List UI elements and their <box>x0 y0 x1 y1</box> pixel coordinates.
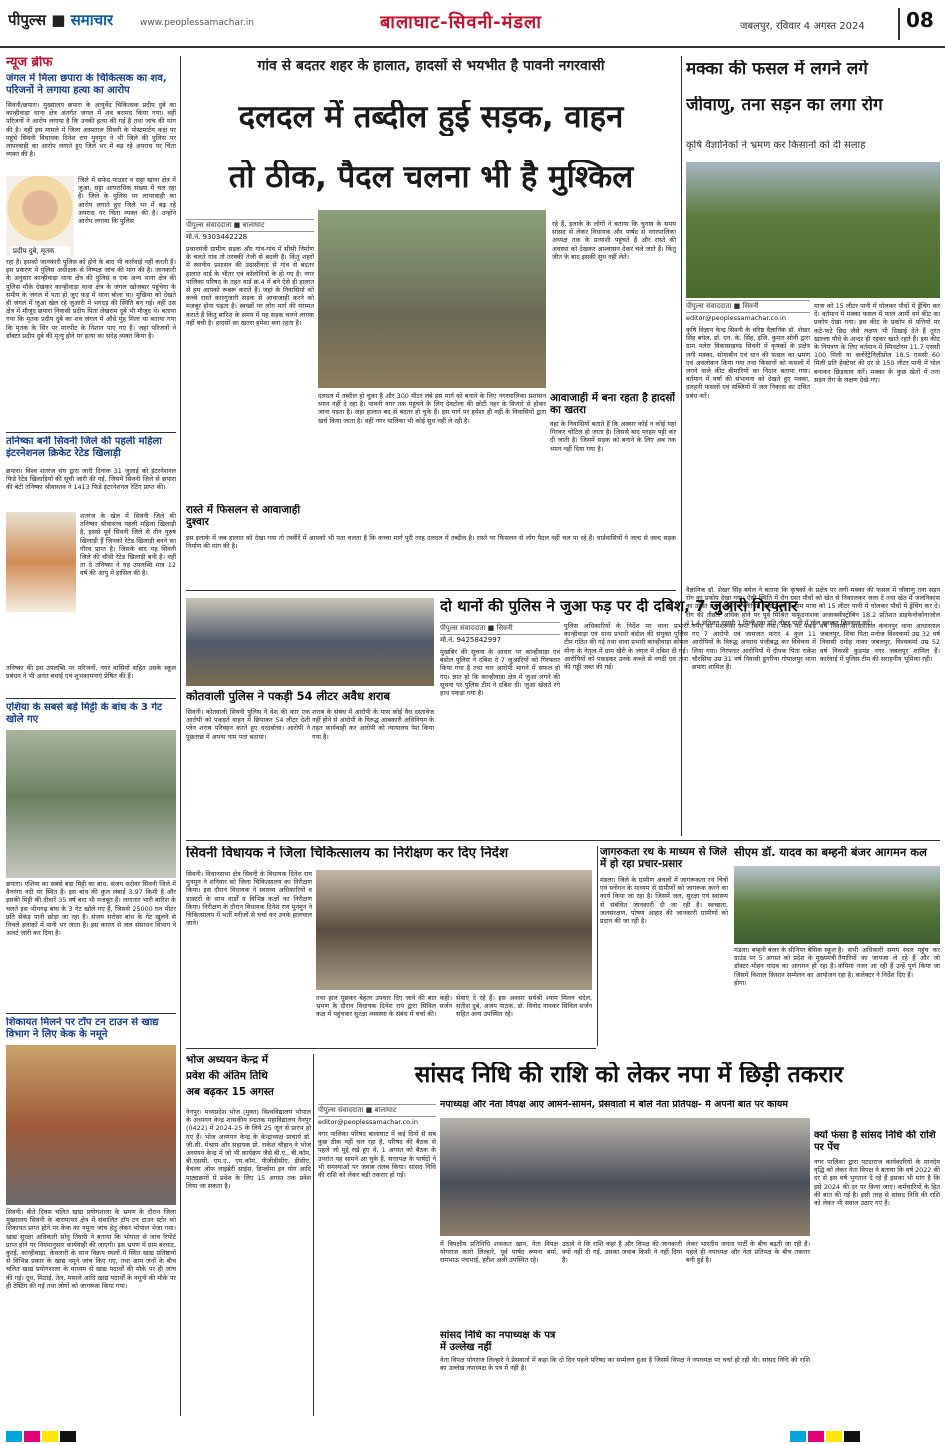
bhoj-headline-line3: अब बढ़कर 15 अगस्त <box>186 1086 274 1098</box>
maize-headline-line1: मक्का की फसल में लगने लगे <box>686 60 868 79</box>
print-color-bar <box>790 1428 940 1442</box>
maize-body-col2 <box>814 302 940 581</box>
mp-fund-side-headline: क्यों फंसा है सांसद निधि की राशि पर पेंच <box>814 1130 936 1153</box>
page-number: 08 <box>898 8 938 40</box>
main-phone: मो.नं. 9303442228 <box>186 233 248 241</box>
column-rule <box>313 1054 314 1416</box>
brief-headline-4: शिकायत मिलने पर टॉप टन टाउन से खाद्य विभाग ने लिए केक के नमूने <box>6 1017 159 1040</box>
maize-headline-line2: जीवाणु, तना सड़न का लगा रोग <box>686 96 883 115</box>
gambling-body-col1 <box>440 648 560 840</box>
victim-photo-caption: प्रदीप दुबे, मृतक <box>10 246 70 257</box>
mla-body-col1 <box>186 870 312 1045</box>
muddy-road-photo <box>318 210 546 388</box>
awareness-body <box>600 876 728 1046</box>
maize-email: editor@peoplessamachar.co.in <box>686 314 786 322</box>
main-subhead-2: रास्ते में फिसलन से आवाजाही दुश्वार <box>186 504 301 529</box>
mp-fund-side-body <box>814 1158 940 1415</box>
gambling-body-col3 <box>692 622 816 840</box>
liquor-body-col1 <box>186 708 310 838</box>
brief-headline-2: तनिष्का बनीं सिवनी जिले की पहली महिला इंटरनेशनल क्रिकेट रेटेड खिलाड़ी <box>6 436 162 459</box>
cm-body-col2 <box>838 946 940 1046</box>
cm-body-col1 <box>734 946 836 1046</box>
gambling-body-col2 <box>564 622 688 840</box>
brief-body-2b <box>80 512 176 662</box>
maize-subhead: कृषि वैज्ञानिकों ने भ्रमण कर किसानों को दी सलाह <box>686 140 866 151</box>
brief-label: न्यूज ब्रीफ <box>6 56 53 70</box>
mp-fund-body-bottom <box>440 1356 810 1416</box>
dateline: जबलपुर, रविवार 4 अगस्त 2024 <box>740 21 865 32</box>
mp-fund-body-col1 <box>318 1130 436 1415</box>
gambling-body-col4 <box>820 622 940 840</box>
mp-fund-email: editor@peoplessamachar.co.in <box>318 1118 418 1126</box>
masthead: पीपुल्स ■ समाचार <box>8 11 114 29</box>
dam-photo <box>6 730 176 878</box>
maize-field-photo <box>686 162 940 298</box>
divider <box>6 1013 176 1014</box>
hospital-inspection-photo <box>316 870 592 990</box>
brief-body-2 <box>6 467 176 507</box>
awareness-headline: जागरुकता रथ के माध्यम से जिले में हो रहा प्रचार-प्रसार <box>600 846 727 871</box>
main-byline: पीपुल्स संवाददाता ■ बालाघाट <box>186 219 314 232</box>
website: www.peoplessamachar.in <box>140 18 254 28</box>
divider <box>186 590 676 591</box>
divider <box>6 698 176 699</box>
divider <box>6 432 176 433</box>
mp-fund-byline: पीपुल्स संवाददाता ■ बालाघाट <box>318 1104 436 1117</box>
column-rule <box>597 846 598 1046</box>
mp-fund-headline: सांसद निधि की राशि को लेकर नपा में छिड़ी तकरार <box>414 1062 844 1088</box>
press-conference-photo <box>440 1118 810 1236</box>
main-body-col3 <box>550 420 676 500</box>
liquor-body-col2 <box>312 708 434 838</box>
liquor-headline: कोतवाली पुलिस ने पकड़ी 54 लीटर अवैध शराब <box>186 690 391 703</box>
mp-fund-body-col2 <box>440 1240 558 1326</box>
bhoj-headline-line1: भोज अध्ययन केन्द्र में <box>186 1054 268 1066</box>
brief-body-1b <box>78 176 176 256</box>
gambling-headline: दो थानों की पुलिस ने जुआ फड़ पर दी दबिश, 7 जुआरी गिरफ्तार <box>440 598 798 615</box>
mla-body-col2 <box>316 994 452 1046</box>
gambling-phone: मो.नं. 9425842997 <box>440 636 502 644</box>
mla-body-col3 <box>456 994 592 1046</box>
brief-body-3 <box>6 880 176 1010</box>
brief-headline-1: जंगल में मिला छपारा के चिकित्सक का शव, परिजनों ने लगाया हत्या का आरोप <box>6 73 167 96</box>
main-headline-line2: तो ठीक, पैदल चलना भी है मुश्किल <box>228 160 634 195</box>
print-color-bar <box>6 1428 146 1442</box>
cm-headline: सीएम डॉ. यादव का बम्हनी बंजर आगमन कल <box>734 846 927 859</box>
gambling-byline: पीपुल्स संवाददाता ■ सिवनी <box>440 622 560 635</box>
mp-fund-body-col4 <box>686 1240 810 1326</box>
mp-fund-sub: सांसद निधि का नपाध्यक्ष के पत्र में उल्लेख नहीं <box>440 1330 556 1353</box>
mp-fund-subhead: नपाध्यक्ष और नेता विपक्ष आए आमने-सामने, प्रेसवार्ता में बोले नेता प्रतिपक्ष- मैं अपनी बात पर कायम <box>440 1100 788 1110</box>
maize-body-col1 <box>686 326 810 581</box>
main-subhead-1: आवाजाही में बना रहता है हादसों का खतरा <box>550 392 676 417</box>
main-body-col1 <box>186 245 314 500</box>
shop-photo <box>6 1045 176 1205</box>
tanishka-photo <box>6 512 76 612</box>
divider <box>186 1048 596 1049</box>
mla-headline: सिवनी विधायक ने जिला चिकित्सालय का निरीक्षण कर दिए निर्देश <box>186 846 509 861</box>
mp-fund-body-col3 <box>562 1240 682 1326</box>
brief-body-4 <box>6 1208 176 1408</box>
police-team-photo <box>186 598 434 686</box>
column-rule <box>180 56 181 1416</box>
bhoj-body <box>186 1108 311 1418</box>
brief-body-2c <box>6 664 176 694</box>
brief-body-1 <box>6 101 176 173</box>
brief-body-1c <box>6 258 176 428</box>
main-body-col2 <box>318 392 546 500</box>
region-title: बालाघाट-सिवनी-मंडला <box>380 12 542 33</box>
maize-byline: पीपुल्स संवाददाता ■ सिवनी <box>686 300 810 313</box>
victim-photo <box>6 176 74 256</box>
cm-site-photo <box>734 866 940 944</box>
main-body-col3-top <box>552 220 676 388</box>
divider <box>186 840 940 841</box>
main-kicker: गांव से बदतर शहर के हालात, हादसों से भयभीत है पावनी नगरवासी <box>257 58 605 74</box>
bhoj-headline-line2: प्रवेश की अंतिम तिथि <box>186 1070 268 1082</box>
main-headline-line1: दलदल में तब्दील हुई सड़क, वाहन <box>238 100 624 135</box>
brief-headline-3: एशिया के सबसे बड़े मिट्टी के बांध के 3 गेट खोले गए <box>6 702 163 725</box>
main-body-bottom <box>186 534 676 584</box>
